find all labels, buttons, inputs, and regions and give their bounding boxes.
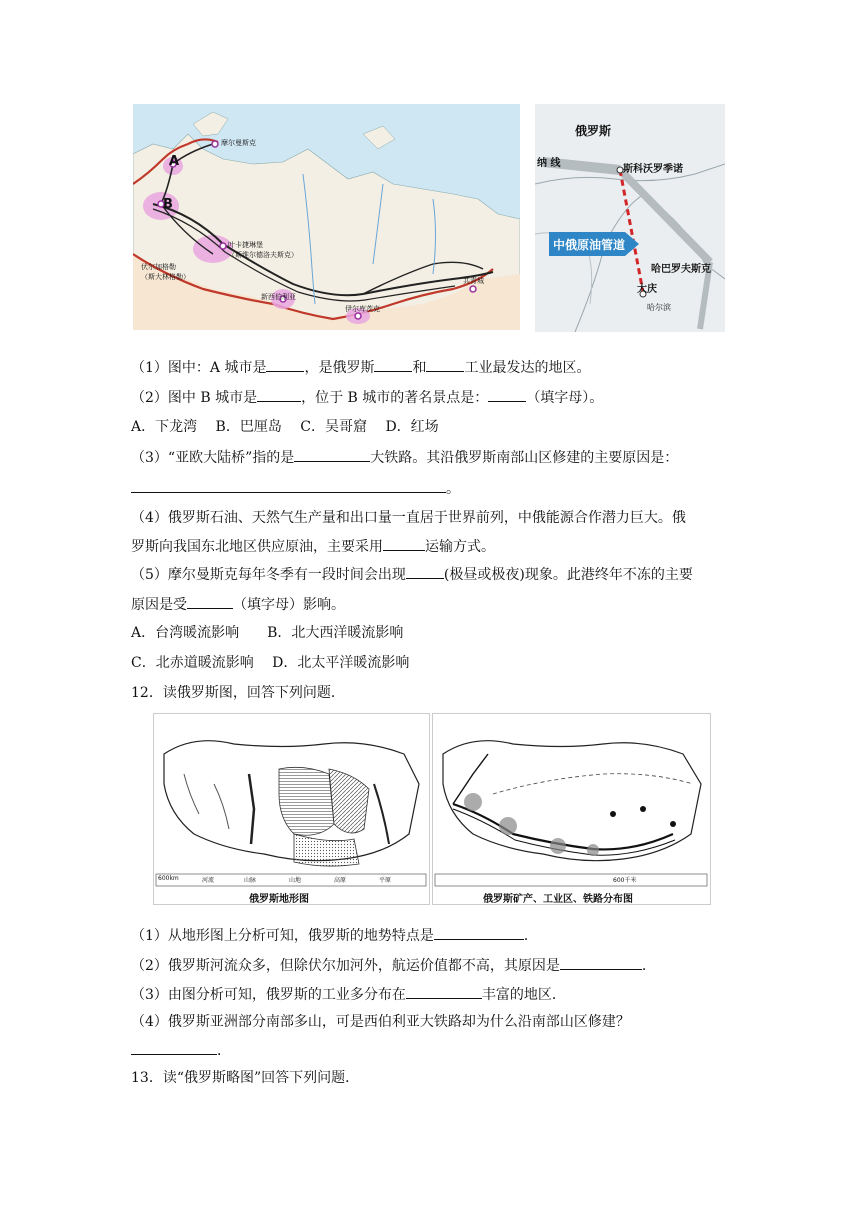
map-city-label: 摩尔曼斯克	[221, 139, 256, 147]
answer-blank[interactable]	[434, 925, 524, 940]
answer-blank[interactable]	[294, 447, 370, 462]
map-city-label: 叶卡捷琳堡	[228, 241, 263, 249]
q12-part3: （3）由图分析可知，俄罗斯的工业多分布在 丰富的地区．	[131, 984, 566, 1005]
map-point-a: A	[169, 154, 180, 169]
legend-plain: 平原	[379, 877, 392, 884]
q11-part3-answer: 。	[131, 478, 460, 499]
q11-part4-line1: （4）俄罗斯石油、天然气生产量和出口量一直居于世界前列，中俄能源合作潜力巨大。俄	[131, 510, 686, 526]
answer-blank[interactable]	[560, 955, 642, 970]
answer-blank[interactable]	[187, 594, 233, 609]
russia-railway-map	[133, 104, 520, 330]
russia-railway-map-graphic	[133, 104, 520, 330]
q11-part5-line1: （5）摩尔曼斯克每年冬季有一段时间会出现 (极昼或极夜)现象。此港终年不冻的主要	[131, 564, 693, 585]
legend-mountain: 山地	[289, 877, 302, 884]
answer-blank[interactable]	[266, 357, 304, 372]
pipeline-map-graphic	[535, 104, 725, 332]
map2-city-label: 大庆	[637, 284, 657, 295]
answer-blank[interactable]	[406, 564, 444, 579]
answer-blank[interactable]	[488, 387, 526, 402]
q12-part1: （1）从地形图上分析可知，俄罗斯的地势特点是 ．	[131, 925, 538, 946]
answer-blank[interactable]	[131, 478, 446, 493]
map-caption: 俄罗斯地形图	[249, 894, 309, 905]
legend-river: 河流	[202, 877, 215, 884]
q12-part2: （2）俄罗斯河流众多，但除伏尔加河外，航运价值都不高，其原因是 ．	[131, 955, 656, 976]
resources-map-graphic	[433, 714, 710, 904]
q11-part5-line2: 原因是受 （填字母）影响。	[131, 594, 345, 615]
russia-resources-map	[432, 713, 711, 905]
q11-part5-options-2: C．北赤道暖流影响 D．北太平洋暖流影响	[131, 655, 410, 671]
q12-part4: （4）俄罗斯亚洲部分南部多山，可是西伯利亚大铁路却为什么沿南部山区修建？	[131, 1014, 630, 1030]
q11-part1: （1）图中：A 城市是 ，是俄罗斯 和 工业最发达的地区。	[131, 357, 590, 378]
legend-mountain-range: 山脉	[244, 877, 257, 884]
q12-title: 12．读俄罗斯图，回答下列问题．	[131, 685, 345, 701]
map-city-label: （斯大林格勒）	[141, 273, 190, 281]
answer-blank[interactable]	[426, 357, 464, 372]
map2-line-label: 纳 线	[537, 158, 561, 169]
map-point-b: B	[163, 197, 173, 212]
map2-country-label: 俄罗斯	[575, 124, 612, 138]
map2-city-label: 哈巴罗夫斯克	[651, 264, 711, 275]
q11-part5-options-1: A．台湾暖流影响 B．北大西洋暖流影响	[131, 625, 404, 641]
map2-pipeline-label: 中俄原油管道	[553, 238, 626, 252]
map-city-label: 共青城	[463, 277, 484, 285]
q13-title: 13．读“俄罗斯略图”回答下列问题．	[131, 1070, 360, 1086]
map2-city-label: 斯科沃罗季诺	[623, 164, 683, 175]
map-city-label: 新西伯利亚	[261, 293, 296, 301]
map-caption: 俄罗斯矿产、工业区、铁路分布图	[483, 894, 633, 905]
q11-part2: （2）图中 B 城市是 ，位于 B 城市的著名景点是： （填字母）。	[131, 387, 603, 408]
answer-blank[interactable]	[374, 357, 412, 372]
map-city-label: 伊尔库茨克	[345, 305, 380, 313]
china-russia-pipeline-map	[535, 104, 725, 332]
map-city-label: 伏尔加格勒	[141, 263, 176, 271]
legend-scale: 600千米	[613, 877, 637, 884]
q11-part3: （3）“亚欧大陆桥”指的是 大铁路。其沿俄罗斯南部山区修建的主要原因是：	[131, 447, 678, 468]
answer-blank[interactable]	[383, 536, 425, 551]
legend-scale: 600km	[158, 875, 179, 882]
map2-city-label: 哈尔滨	[647, 303, 671, 312]
map-city-label: （斯维尔德洛夫斯克）	[228, 251, 298, 259]
q11-part2-options: A．下龙湾 B．巴厘岛 C．吴哥窟 D．红场	[131, 419, 439, 435]
legend-plateau: 高原	[334, 877, 347, 884]
russia-terrain-map	[153, 713, 430, 905]
q11-part4-line2: 罗斯向我国东北地区供应原油，主要采用 运输方式。	[131, 536, 495, 557]
answer-blank[interactable]	[131, 1040, 217, 1055]
q12-part4-answer: ．	[131, 1040, 231, 1061]
answer-blank[interactable]	[257, 387, 301, 402]
answer-blank[interactable]	[406, 984, 482, 999]
